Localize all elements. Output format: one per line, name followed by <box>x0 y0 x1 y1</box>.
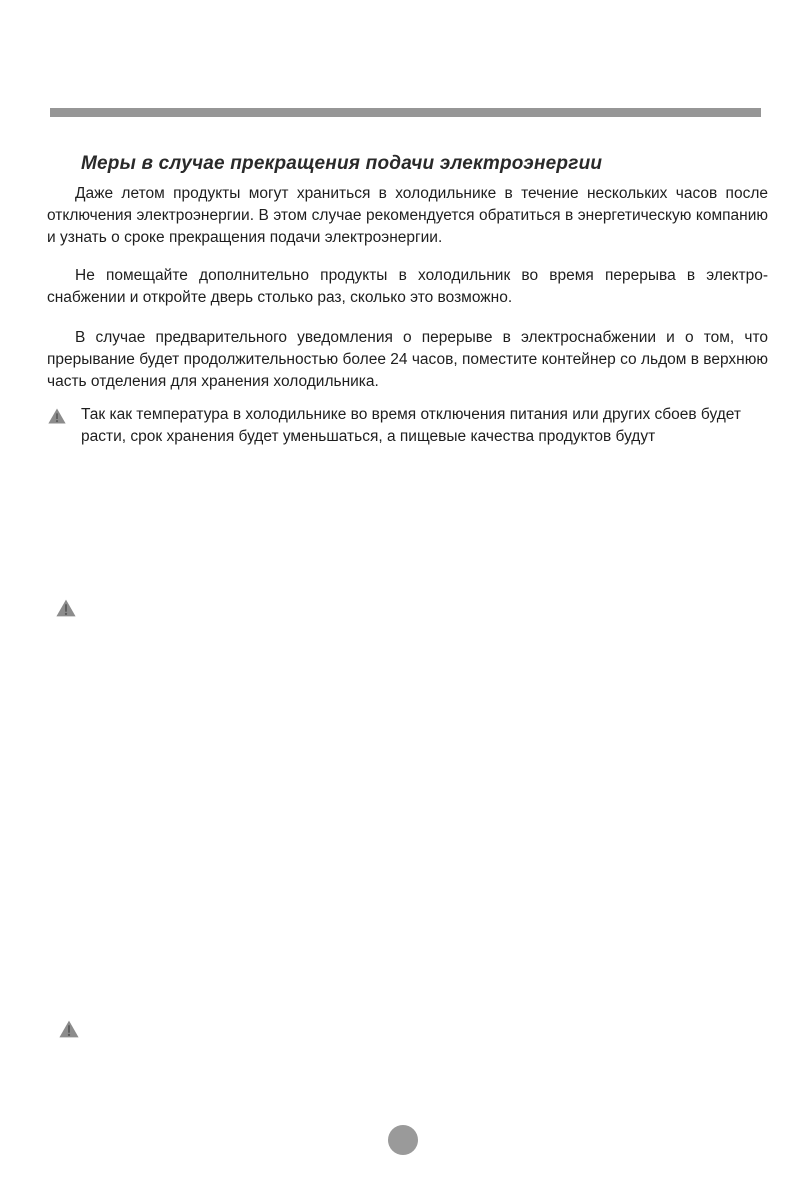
page-number-marker <box>388 1125 418 1155</box>
paragraph-power-outage-summer: Даже летом продукты могут храниться в холодильнике в течение нескольких часов после отключения электроэнергии. В этом случае рекомендуется обратиться в энергетическую компанию и узнать о сроке прекращения подачи электроэнергии. <box>47 185 768 246</box>
warning-triangle-icon <box>56 599 76 617</box>
warning-triangle-icon <box>59 1020 79 1038</box>
header-rule <box>50 108 761 117</box>
page-title: Меры в случае прекращения подачи электроэнергии <box>81 152 603 174</box>
warning-note <box>48 404 764 448</box>
warning-note-text: Так как температура в холодильнике во время отключения питания или других сбоев будет расти, срок хранения будет уменьшаться, а пищевые качества продуктов будут <box>81 406 741 445</box>
paragraph-advance-notice-ice: В случае предварительного уведомления о перерыве в электроснабжении и о том, что прерывание будет продолжительностью более 24 часов, поместите контейнер со льдом в верхнюю часть отделения для хранения холодильника. <box>47 329 768 390</box>
paragraph-do-not-add-food: Не помещайте дополнительно продукты в холодильник во время перерыва в электро-снабжении и откройте дверь столько раз, сколько это возможно. <box>47 267 768 306</box>
warning-triangle-icon <box>48 408 66 424</box>
